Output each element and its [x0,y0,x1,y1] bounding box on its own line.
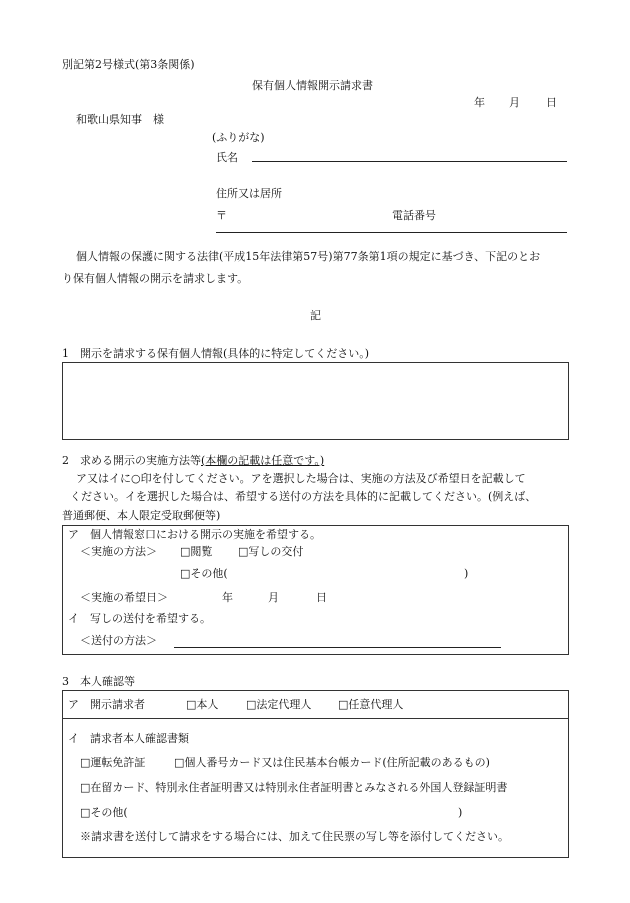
desired-date-day[interactable]: 日 [316,591,327,604]
section2-desc-2: ください。イを選択した場合は、希望する送付の方法を具体的に記載してください。(例えば、 [70,490,537,503]
doc-residence-checkbox[interactable]: □在留カード、特別永住者証明書又は特別永住者証明書とみなされる外国人登録証明書 [80,781,508,794]
section1-heading: 1 開示を請求する保有個人情報(具体的に特定してください。) [62,347,370,360]
section1-input-box[interactable] [62,362,569,440]
requester-label: ア 開示請求者 [68,698,145,711]
address-field[interactable] [216,232,567,233]
date-month-label: 月 [509,96,520,109]
intro-line-2: り保有個人情報の開示を請求します。 [62,272,249,285]
section2-heading [62,454,324,467]
phone-label: 電話番号 [392,209,436,222]
section2-heading-note: (本欄の記載は任意です。) [201,454,325,467]
intro-line-1: 個人情報の保護に関する法律(平成15年法律第57号)第77条第1項の規定に基づき、下記のとお [76,250,541,263]
send-method-label: ＜送付の方法＞ [80,634,157,647]
postal-mark: 〒 [216,209,227,222]
section2-option-a[interactable]: ア 個人情報窓口における開示の実施を希望する。 [68,528,321,541]
doc-license-checkbox[interactable]: □運転免許証 [80,756,146,769]
method-other-checkbox[interactable]: □その他( [180,567,228,580]
ki-mark: 記 [310,309,321,322]
form-id: 別記第2号様式(第3条関係) [62,58,195,71]
section3-note: ※請求書を送付して請求をする場合には、加えて住民票の写し等を添付してください。 [80,830,509,843]
document-title: 保有個人情報開示請求書 [252,79,373,92]
desired-date-year[interactable]: 年 [222,591,233,604]
doc-mynumber-checkbox[interactable]: □個人番号カード又は住民基本台帳カード(住所記載のあるもの) [174,756,490,769]
method-other-close: ) [464,567,469,580]
section2-option-b[interactable]: イ 写しの送付を希望する。 [68,612,211,625]
desired-date-label: ＜実施の希望日＞ [80,591,168,604]
method-copy-checkbox[interactable]: □写しの交付 [238,545,304,558]
doc-other-close: ) [458,806,463,819]
section2-heading-main: 2 求める開示の実施方法等 [62,454,201,467]
method-view-checkbox[interactable]: □閲覧 [180,545,213,558]
method-label: ＜実施の方法＞ [80,545,157,558]
section2-desc-1: ア又はイに○印を付してください。アを選択した場合は、実施の方法及び希望日を記載して [76,472,526,485]
send-method-field[interactable] [174,647,501,648]
id-docs-label: イ 請求者本人確認書類 [68,732,189,745]
date-year-label: 年 [474,96,485,109]
section3-heading: 3 本人確認等 [62,675,135,688]
section2-desc-3: 普通郵便、本人限定受取郵便等) [62,509,221,522]
requester-legal-rep-checkbox[interactable]: □法定代理人 [246,698,312,711]
requester-voluntary-rep-checkbox[interactable]: □任意代理人 [338,698,404,711]
name-label: 氏名 [216,151,238,164]
addressee: 和歌山県知事 様 [76,113,164,126]
furigana-label: (ふりがな) [212,131,265,144]
date-day-label: 日 [546,96,557,109]
requester-self-checkbox[interactable]: □本人 [186,698,219,711]
address-label: 住所又は居所 [216,187,282,200]
section3-divider [62,718,569,719]
desired-date-month[interactable]: 月 [268,591,279,604]
doc-other-checkbox[interactable]: □その他( [80,806,128,819]
name-field[interactable] [252,161,567,162]
